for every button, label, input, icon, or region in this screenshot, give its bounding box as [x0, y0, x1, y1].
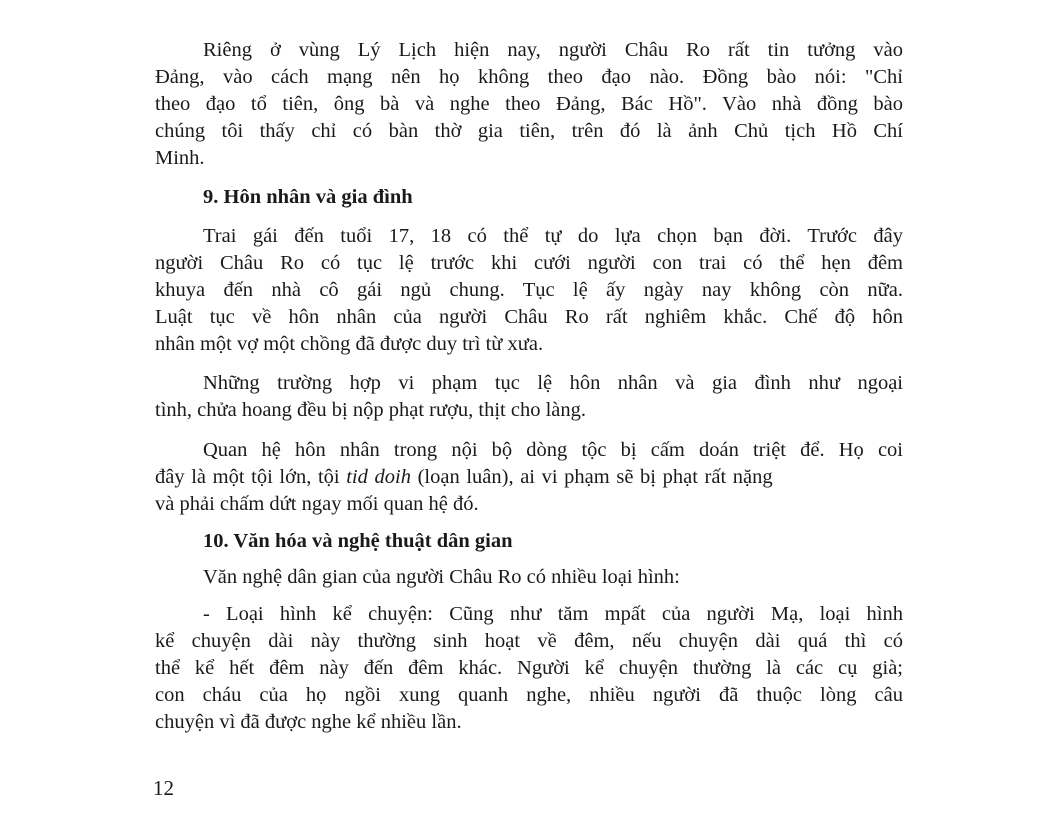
- text-line: kể chuyện dài này thường sinh hoạt về đêm, nếu chuyện dài quá thì có: [155, 630, 903, 652]
- text-line: Văn nghệ dân gian của người Châu Ro có nhiều loại hình:: [203, 566, 680, 588]
- text-span: (loạn luân), ai vi phạm sẽ bị phạt rất nặng: [410, 466, 773, 488]
- text-line: tình, chửa hoang đều bị nộp phạt rượu, thịt cho làng.: [155, 399, 587, 421]
- text-line: khuya đến nhà cô gái ngủ chung. Tục lệ ấy ngày nay không còn nữa.: [155, 279, 903, 301]
- text-line: Quan hệ hôn nhân trong nội bộ dòng tộc bị cấm doán triệt để. Họ coi: [203, 439, 903, 461]
- text-span: đây là một tội lớn, tội: [155, 466, 347, 488]
- section-heading-9: 9. Hôn nhân và gia đình: [203, 186, 413, 208]
- text-line: Minh.: [155, 147, 205, 169]
- text-line: thể kể hết đêm này đến đêm khác. Người kể chuyện thường là các cụ già;: [155, 657, 903, 679]
- section-heading-10: 10. Văn hóa và nghệ thuật dân gian: [203, 530, 513, 552]
- text-line: chuyện vì đã được nghe kể nhiều lần.: [155, 711, 462, 733]
- text-line: - Loại hình kể chuyện: Cũng như tăm mpất của người Mạ, loại hình: [203, 603, 903, 625]
- text-line: nhân một vợ một chồng đã được duy trì từ xưa.: [155, 333, 544, 355]
- text-line: Luật tục về hôn nhân của người Châu Ro rất nghiêm khắc. Chế độ hôn: [155, 306, 903, 328]
- text-line: Trai gái đến tuổi 17, 18 có thể tự do lựa chọn bạn đời. Trước đây: [203, 225, 903, 247]
- text-line: theo đạo tổ tiên, ông bà và nghe theo Đảng, Bác Hồ". Vào nhà đồng bào: [155, 93, 903, 115]
- text-line: và phải chấm dứt ngay mối quan hệ đó.: [155, 493, 479, 515]
- italic-term: tid doih: [346, 466, 411, 488]
- text-line: [155, 464, 903, 491]
- text-line: con cháu của họ ngồi xung quanh nghe, nhiều người đã thuộc lòng câu: [155, 684, 903, 706]
- page-number: 12: [153, 776, 174, 800]
- text-line: Riêng ở vùng Lý Lịch hiện nay, người Châu Ro rất tin tưởng vào: [203, 39, 903, 61]
- text-line: chúng tôi thấy chỉ có bàn thờ gia tiên, trên đó là ảnh Chủ tịch Hồ Chí: [155, 120, 903, 142]
- text-line: người Châu Ro có tục lệ trước khi cưới người con trai có thể hẹn đêm: [155, 252, 903, 274]
- text-line: Những trường hợp vi phạm tục lệ hôn nhân và gia đình như ngoại: [203, 372, 903, 394]
- text-line: Đảng, vào cách mạng nên họ không theo đạo nào. Đồng bào nói: "Chỉ: [155, 66, 903, 88]
